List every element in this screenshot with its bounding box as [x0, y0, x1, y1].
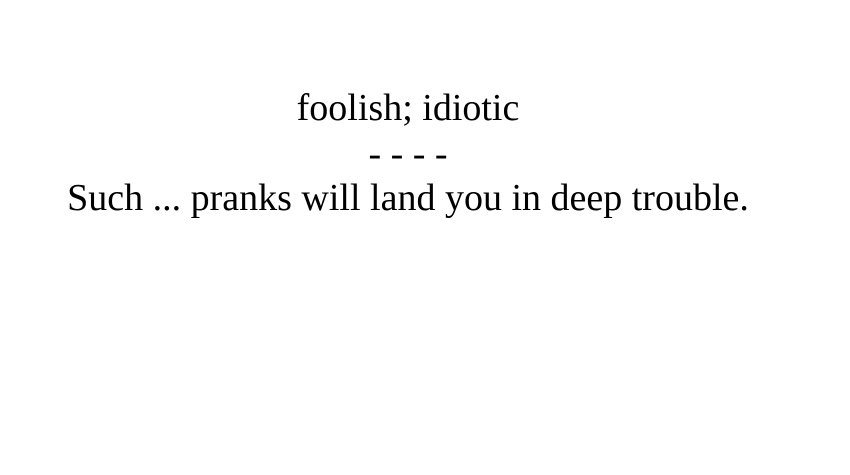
- definition-text: foolish; idiotic: [296, 87, 520, 129]
- example-sentence: Such ... pranks will land you in deep trouble.: [67, 177, 749, 219]
- divider-text: - - - -: [368, 133, 448, 175]
